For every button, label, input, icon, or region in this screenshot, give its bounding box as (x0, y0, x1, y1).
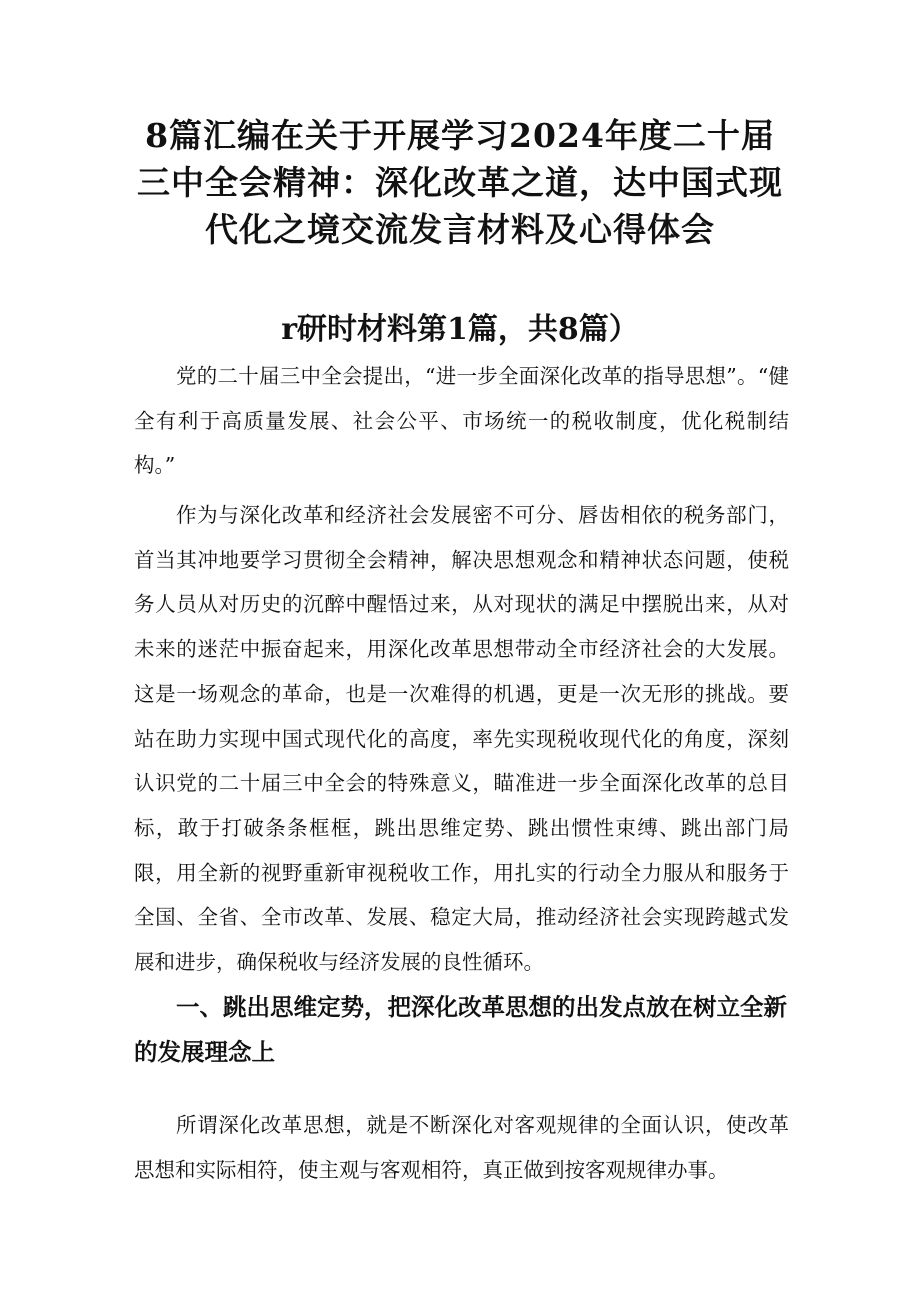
paragraph-2: 作为与深化改革和经济社会发展密不可分、唇齿相依的税务部门，首当其冲地要学习贯彻全会精神，解决思想观念和精神状态问题，使税务人员从对历史的沉醉中醒悟过来，从对现状的满足中摆脱出来，从对未来的迷茫中振奋起来，用深化改革思想带动全市经济社会的大发展。这是一场观念的革命，也是一次难得的机遇，更是一次无形的挑战。要站在助力实现中国式现代化的高度，率先实现税收现代化的角度，深刻认识党的二十届三中全会的特殊意义，瞄准进一步全面深化改革的总目标，敢于打破条条框框，跳出思维定势、跳出惯性束缚、跳出部门局限，用全新的视野重新审视税收工作，用扎实的行动全力服从和服务于全国、全省、全市改革、发展、稳定大局，推动经济社会实现跨越式发展和进步，确保税收与经济发展的良性循环。 (134, 503, 789, 975)
section-heading-1: 一、跳出思维定势，把深化改革思想的出发点放在树立全新的发展理念上 (134, 993, 787, 1066)
document-subtitle: r研时材料第1篇，共8篇） (281, 312, 639, 347)
title-line-2: 三中全会精神：深化改革之道，达中国式现 (137, 163, 783, 202)
title-line-1: 8篇汇编在关于开展学习2024年度二十届 (145, 116, 775, 155)
document-title (130, 112, 790, 253)
paragraph-3: 所谓深化改革思想，就是不断深化对客观规律的全面认识，使改革思想和实际相符，使主观与客观相符，真正做到按客观规律办事。 (134, 1113, 789, 1182)
title-line-3: 代化之境交流发言材料及心得体会 (205, 210, 715, 249)
paragraph-1: 党的二十届三中全会提出，“进一步全面深化改革的指导思想”。“健全有利于高质量发展、社会公平、市场统一的税收制度，优化税制结构。” (134, 364, 789, 478)
